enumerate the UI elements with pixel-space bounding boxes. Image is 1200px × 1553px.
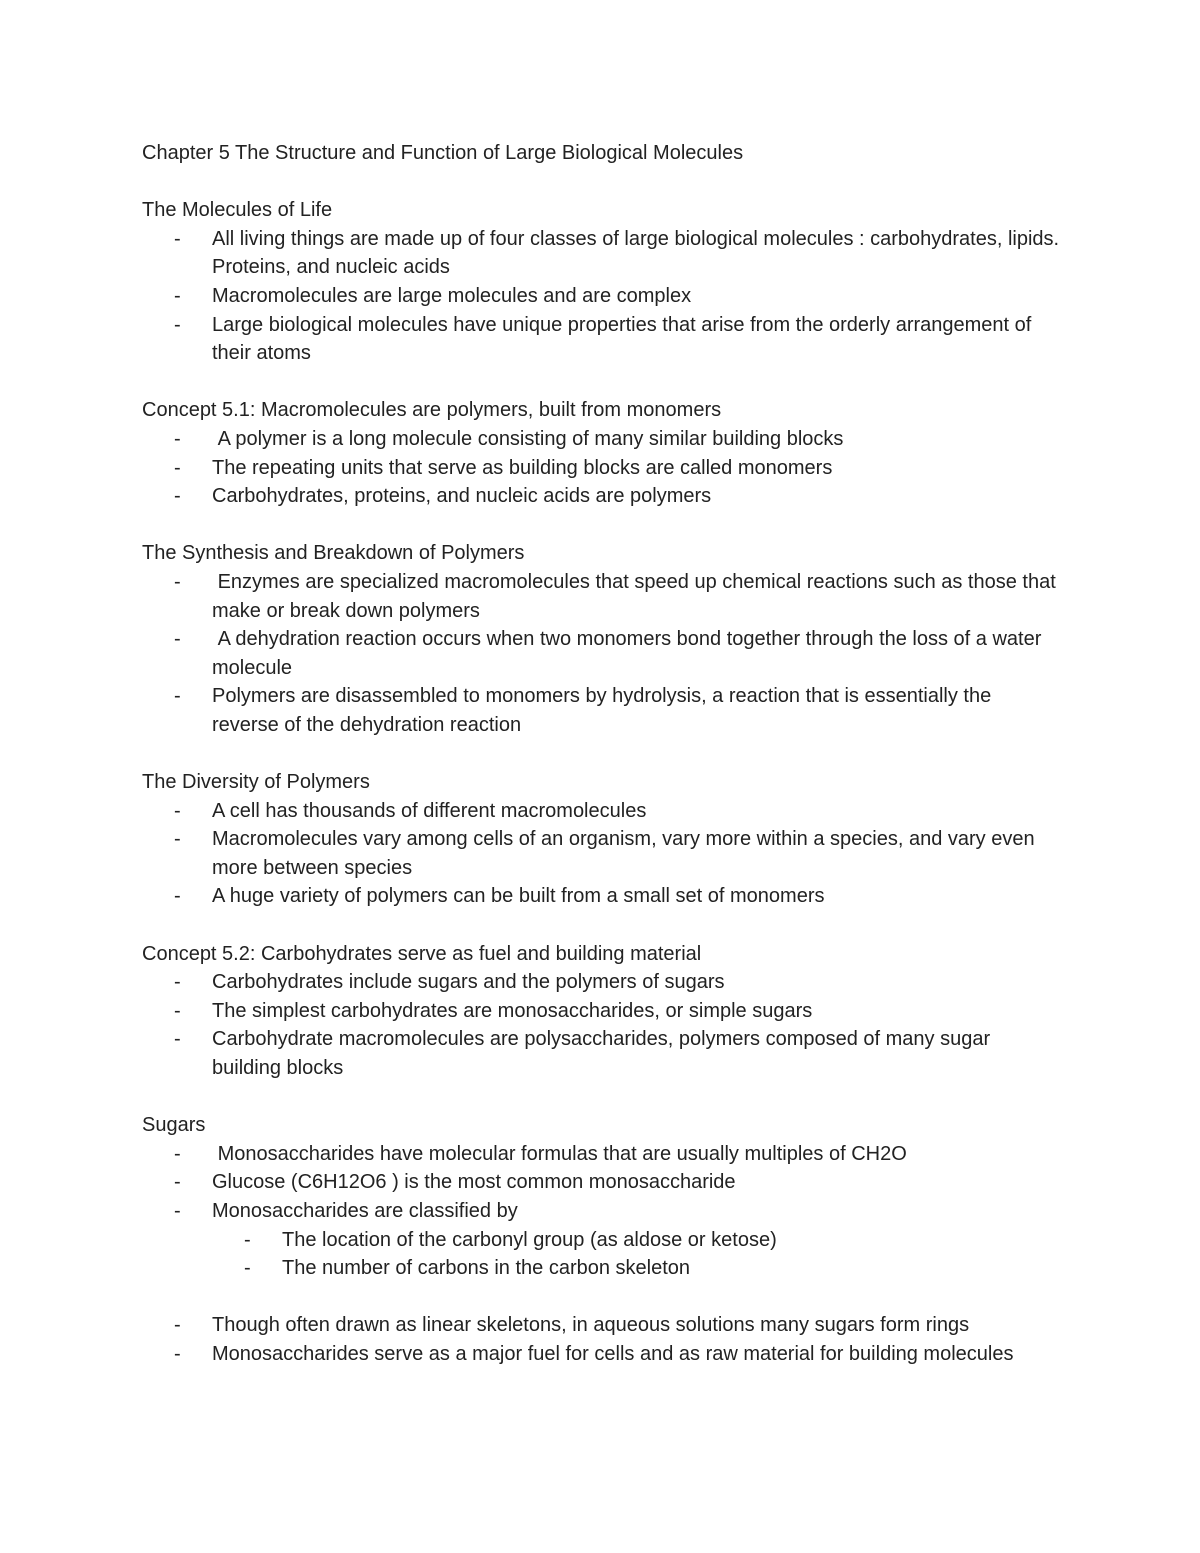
bullet-dash: - — [174, 628, 181, 651]
bullet-list — [142, 797, 1062, 911]
list-item — [142, 825, 1062, 882]
section-heading: The Synthesis and Breakdown of Polymers — [142, 542, 525, 565]
bullet-dash: - — [174, 1199, 181, 1222]
list-item-text: Glucose (C6H12O6 ) is the most common monosaccharide — [212, 1171, 736, 1194]
bullet-dash: - — [174, 1142, 181, 1165]
bullet-dash: - — [244, 1228, 251, 1251]
list-item-text: A cell has thousands of different macromolecules — [212, 799, 647, 822]
bullet-dash: - — [174, 1314, 181, 1337]
bullet-dash: - — [174, 971, 181, 994]
list-item-text: Enzymes are specialized macromolecules that speed up chemical reactions such as those that make or break down polymers — [212, 570, 1062, 622]
list-item — [142, 425, 1062, 454]
list-item — [142, 1311, 1062, 1340]
list-item — [142, 482, 1062, 511]
bullet-dash: - — [174, 828, 181, 851]
list-item-text: Monosaccharides have molecular formulas that are usually multiples of CH2O — [212, 1142, 907, 1165]
bullet-list — [142, 968, 1062, 1082]
list-item — [142, 797, 1062, 826]
bullet-dash: - — [174, 685, 181, 708]
list-item-text: Carbohydrate macromolecules are polysaccharides, polymers composed of many sugar building blocks — [212, 1028, 991, 1079]
list-item-text: The number of carbons in the carbon skeleton — [282, 1257, 691, 1280]
sub-list-item — [142, 1226, 1062, 1255]
list-item-text: Monosaccharides serve as a major fuel for cells and as raw material for building molecules — [212, 1342, 1014, 1365]
bullet-dash: - — [174, 799, 181, 822]
list-item-text: Macromolecules are large molecules and are complex — [212, 284, 692, 307]
bullet-dash: - — [174, 999, 181, 1022]
list-item — [142, 1025, 1062, 1082]
bullet-dash: - — [174, 570, 181, 593]
section-synthesis-breakdown — [142, 539, 1062, 739]
section-heading: Sugars — [142, 1114, 206, 1137]
list-item — [142, 1197, 1062, 1226]
list-item-text: The simplest carbohydrates are monosaccharides, or simple sugars — [212, 999, 813, 1022]
list-item — [142, 882, 1062, 911]
section-heading: The Diversity of Polymers — [142, 771, 370, 794]
list-item-text: Large biological molecules have unique properties that arise from the orderly arrangement of their atoms — [212, 313, 1032, 365]
list-item-text: A huge variety of polymers can be built from a small set of monomers — [212, 885, 825, 908]
section-molecules-of-life — [142, 196, 1062, 368]
bullet-dash: - — [174, 885, 181, 908]
list-item — [142, 1168, 1062, 1197]
list-item-text: Though often drawn as linear skeletons, in aqueous solutions many sugars form rings — [212, 1314, 970, 1337]
list-item-text: The location of the carbonyl group (as aldose or ketose) — [282, 1228, 777, 1251]
bullet-list — [142, 225, 1062, 368]
bullet-dash: - — [174, 1171, 181, 1194]
bullet-dash: - — [174, 227, 181, 250]
section-heading: Concept 5.1: Macromolecules are polymers, built from monomers — [142, 399, 722, 422]
section-diversity-of-polymers — [142, 768, 1062, 911]
list-item-text: All living things are made up of four classes of large biological molecules : carbohydrates, lipids. Proteins, and nucleic acids — [212, 227, 1060, 279]
bullet-dash: - — [174, 313, 181, 336]
section-heading: The Molecules of Life — [142, 199, 333, 222]
section-concept-5-2 — [142, 940, 1062, 1083]
section-heading: Concept 5.2: Carbohydrates serve as fuel and building material — [142, 942, 702, 965]
bullet-dash: - — [174, 456, 181, 479]
list-item — [142, 968, 1062, 997]
page-title: Chapter 5 The Structure and Function of Large Biological Molecules — [142, 142, 744, 164]
list-item — [142, 454, 1062, 483]
list-item — [142, 682, 1062, 739]
bullet-dash: - — [174, 284, 181, 307]
list-item-text: Polymers are disassembled to monomers by hydrolysis, a reaction that is essentially the reverse of the dehydration reaction — [212, 685, 992, 736]
list-item — [142, 1340, 1062, 1369]
list-item — [142, 1140, 1062, 1169]
bullet-list — [142, 1140, 1062, 1369]
list-item — [142, 997, 1062, 1026]
section-sugars — [142, 1111, 1062, 1368]
section-concept-5-1 — [142, 396, 1062, 510]
list-item — [142, 282, 1062, 311]
bullet-dash: - — [174, 1028, 181, 1051]
bullet-list — [142, 568, 1062, 740]
list-item-text: Monosaccharides are classified by — [212, 1199, 518, 1222]
list-item-text: Carbohydrates, proteins, and nucleic acids are polymers — [212, 485, 712, 508]
list-item — [142, 225, 1062, 282]
list-item-text: A polymer is a long molecule consisting of many similar building blocks — [212, 427, 844, 450]
bullet-dash: - — [174, 427, 181, 450]
bullet-dash: - — [174, 1342, 181, 1365]
list-item-text: Macromolecules vary among cells of an organism, vary more within a species, and vary even more between species — [212, 828, 1035, 879]
list-item — [142, 311, 1062, 368]
list-item — [142, 568, 1062, 625]
list-item-text: Carbohydrates include sugars and the polymers of sugars — [212, 971, 725, 994]
bullet-list — [142, 425, 1062, 511]
bullet-dash: - — [174, 485, 181, 508]
list-item-text: The repeating units that serve as building blocks are called monomers — [212, 456, 833, 479]
list-item — [142, 625, 1062, 682]
list-item-text: A dehydration reaction occurs when two monomers bond together through the loss of a water molecule — [212, 628, 1047, 679]
bullet-dash: - — [244, 1257, 251, 1280]
sub-list-item — [142, 1254, 1062, 1283]
document-page — [142, 139, 1062, 1397]
